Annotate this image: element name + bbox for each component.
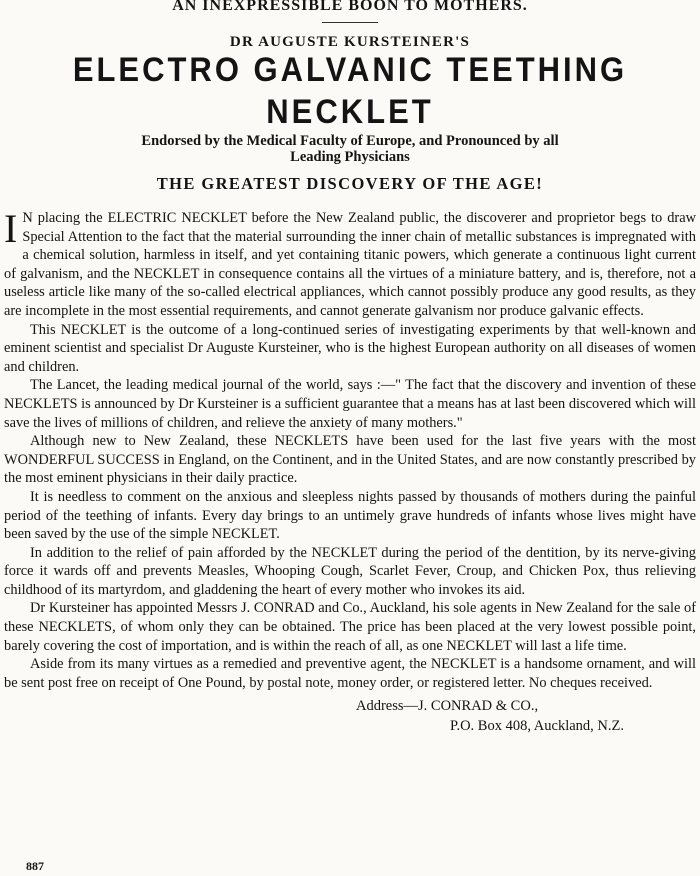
paragraph: Dr Kursteiner has appointed Messrs J. CONRAD and Co., Auckland, his sole agents in New Zealand for the sale of these NECKLETS, of whom only they can be obtained. The price has been placed at the very lowest possible point, barely covering the cost of importation, and is within the reach of all, as one NECKLET will last a life time. <box>4 600 696 654</box>
paragraph: Although new to New Zealand, these NECKLETS have been used for the last five years with the most WONDERFUL SUCCESS in England, on the Continent, and in the United States, and are now constantly prescribed by the most eminent physicians in their daily practice. <box>4 433 696 487</box>
endorsement-line-1: Endorsed by the Medical Faculty of Europe, and Pronounced by all <box>141 133 559 149</box>
divider-rule <box>322 22 378 23</box>
drop-cap: I <box>4 206 18 251</box>
product-headline: ELECTRO GALVANIC TEETHING NECKLET <box>72 50 628 131</box>
paragraph: In addition to the relief of pain afforded by the NECKLET during the period of the dentition, by its nerve-giving force it wards off and prevents Measles, Whooping Cough, Scarlet Fever, Croup, and Chicken Pox, thus relieving childhood of its martyrdom, and gladdening the heart of every mother who invokes its aid. <box>4 544 696 598</box>
paragraph: It is needless to comment on the anxious and sleepless nights passed by thousands of mothers during the painful period of the teething of infants. Every day brings to an untimely grave hundreds of infants whose lives might have been saved by the use of the simple NECKLET. <box>4 488 696 543</box>
paragraph: This NECKLET is the outcome of a long-continued series of investigating experiments by that well-known and eminent scientist and specialist Dr Auguste Kursteiner, who is the highest European authority on all diseases of women and children. <box>4 321 696 375</box>
paragraph: Aside from its many virtues as a remedied and preventive agent, the NECKLET is a handsome ornament, and will be sent post free on receipt of One Pound, by postal note, money order, or registered letter. No cheques received. <box>4 656 696 691</box>
ad-code: 887 <box>26 859 44 873</box>
proprietor-name: DR AUGUSTE KURSTEINER'S <box>229 34 471 50</box>
paragraph <box>4 206 696 321</box>
address-line-1: Address—J. CONRAD & CO., <box>356 698 539 715</box>
advertisement-body <box>4 206 696 692</box>
address-line-2: P.O. Box 408, Auckland, N.Z. <box>450 718 624 735</box>
endorsement-line-2: Leading Physicians <box>290 149 410 165</box>
paragraph-text: N placing the ELECTRIC NECKLET before the New Zealand public, the discoverer and proprietor begs to draw Special Attention to the fact that the material surrounding the inner chain of metallic substances is impregnated with a chemical solution, harmless in itself, and yet containing titanic powers, which generate a continuous light current of galvanism, and the NECKLET in consequence contains all the virtues of a miniature battery, and is, therefore, not a useless article like many of the so-called electrical appliances, which cannot possibly produce any good results, as they are incomplete in the most essential requirements, and cannot generate galvanism nor produce galvanic effects. <box>4 210 696 319</box>
endorsement <box>4 133 696 165</box>
address-block <box>4 696 696 736</box>
paragraph: The Lancet, the leading medical journal of the world, says :—" The fact that the discovery and invention of these NECKLETS is announced by Dr Kursteiner is a sufficient guarantee that a means has at last been discovered which will save the lives of millions of children, and relieve the anxiety of many mothers." <box>4 377 696 431</box>
tagline: THE GREATEST DISCOVERY OF THE AGE! <box>156 174 544 193</box>
banner-headline: AN INEXPRESSIBLE BOON TO MOTHERS. <box>172 0 528 14</box>
